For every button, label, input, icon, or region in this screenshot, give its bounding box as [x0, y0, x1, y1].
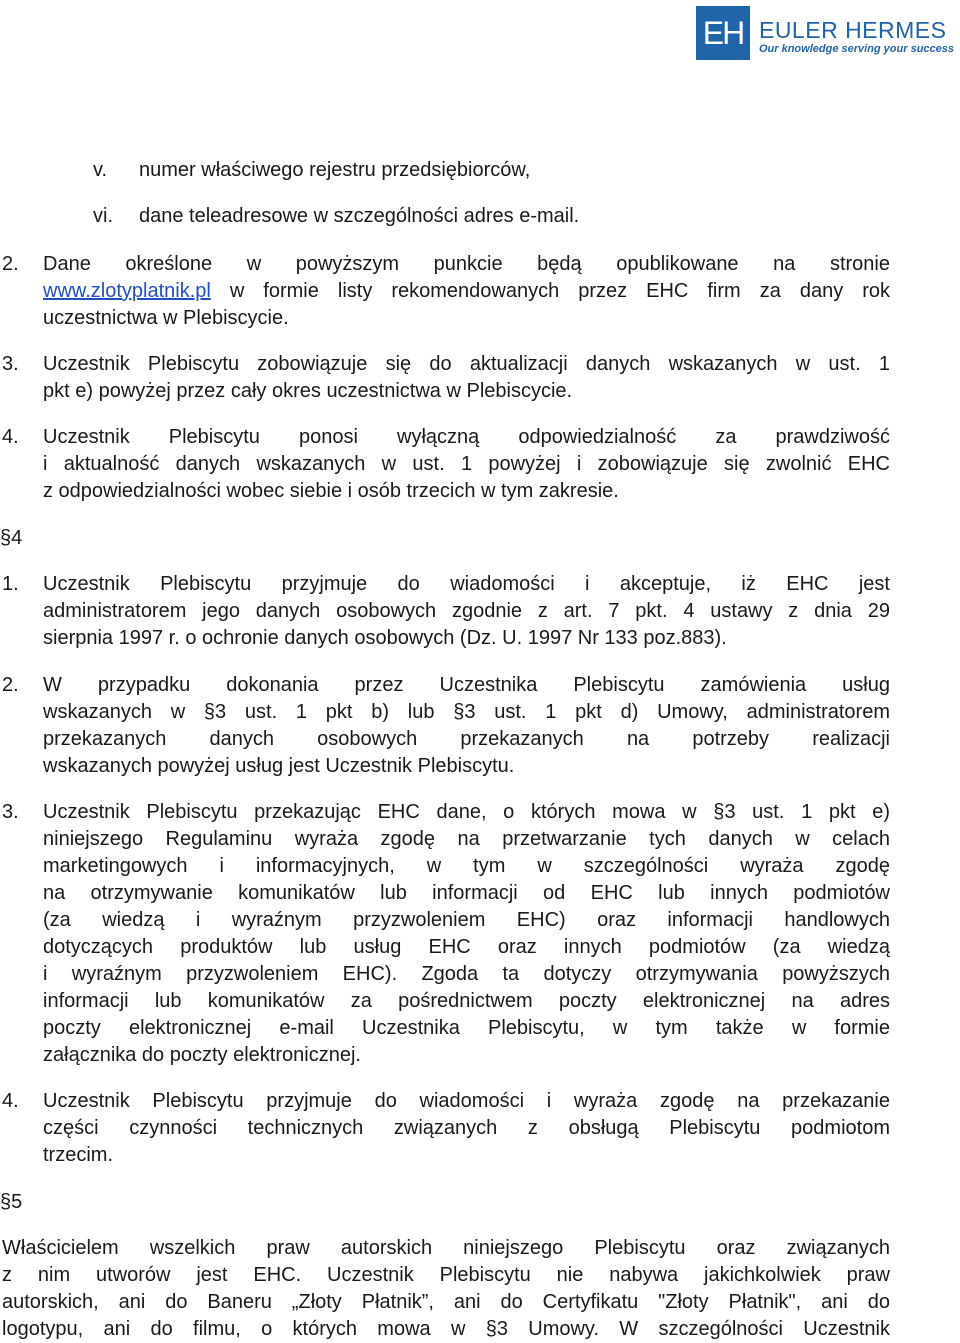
numbered-item: [0, 672, 890, 780]
numbered-item: [0, 351, 890, 405]
item-text: Uczestnik Plebiscytu zobowiązuje się do aktualizacji danych wskazanych w ust. 1 pkt e) powyżej przez cały okres uczestnictwa w Plebiscycie.: [43, 353, 890, 402]
list-text: dane teleadresowe w szczególności adres e-mail.: [139, 205, 580, 227]
logo-name: EULER HERMES: [758, 17, 947, 43]
item-number: 4.: [2, 1090, 19, 1112]
list-marker: v.: [93, 159, 108, 181]
list-marker: vi.: [93, 205, 113, 227]
item-number: 4.: [2, 426, 19, 448]
numbered-item: [0, 424, 890, 505]
item-text: Uczestnik Plebiscytu ponosi wyłączną odpowiedzialność za prawdziwość i aktualność danych wskazanych w ust. 1 powyżej i zobowiązuje się zwolnić EHC z odpowiedzialności wobec siebie i osób trzecich w tym zakresie.: [43, 426, 890, 502]
section-heading: §5: [0, 1191, 23, 1213]
numbered-item: [0, 799, 890, 1069]
logo-mark: EH: [696, 6, 750, 60]
numbered-item: [0, 251, 890, 332]
logo-tagline: Our knowledge serving your success: [758, 43, 954, 55]
item-text: Uczestnik Plebiscytu przyjmuje do wiadomości i akceptuje, iż EHC jest administratorem jego danych osobowych zgodnie z art. 7 pkt. 4 ustawy z dnia 29 sierpnia 1997 r. o ochronie danych osobowych (Dz. U. 1997 Nr 133 poz.883).: [43, 573, 890, 649]
item-text: Dane określone w powyższym punkcie będą opublikowane na stronie www.zlotyplatnik.pl w formie listy rekomendowanych przez EHC firm za dany rok uczestnictwa w Plebiscycie.: [43, 253, 890, 329]
item-number: 2.: [2, 674, 19, 696]
paragraph: Właścicielem wszelkich praw autorskich niniejszego Plebiscytu oraz związanych z nim utworów jest EHC. Uczestnik Plebiscytu nie nabywa jakichkolwiek praw autorskich, ani do Baneru „Złoty Płatnik”, ani do Certyfikatu "Złoty Płatnik", ani do logotypu, ani do filmu, o których mowa w §3 Umowy. W szczególności Uczestnik: [2, 1237, 890, 1340]
item-number: 3.: [2, 801, 19, 823]
item-number: 1.: [2, 573, 19, 595]
website-link[interactable]: www.zlotyplatnik.pl: [43, 280, 211, 302]
item-text: W przypadku dokonania przez Uczestnika Plebiscytu zamówienia usług wskazanych w §3 ust. 1 pkt b) lub §3 ust. 1 pkt d) Umowy, administratorem przekazanych danych osobowych przekazanych na potrzeby realizacji wskazanych powyżej usług jest Uczestnik Plebiscytu.: [43, 674, 890, 777]
section-heading: §4: [0, 527, 23, 549]
logo-wordmark: [759, 6, 954, 56]
numbered-item: [0, 1088, 890, 1169]
numbered-item: [0, 571, 890, 652]
item-text: Uczestnik Plebiscytu przekazując EHC dane, o których mowa w §3 ust. 1 pkt e) niniejszego Regulaminu wyraża zgodę na przetwarzanie tych danych w celach marketingowych i informacyjnych, w tym w szczególności wyraża zgodę na otrzymywanie komunikatów lub informacji od EHC lub innych podmiotów (za wiedzą i wyraźnym przyzwoleniem EHC) oraz informacji handlowych dotyczących produktów lub usług EHC oraz innych podmiotów (za wiedzą i wyraźnym przyzwoleniem EHC). Zgoda ta dotyczy otrzymywania powyższych informacji lub komunikatów za pośrednictwem poczty elektronicznej na adres poczty elektronicznej e-mail Uczestnika Plebiscytu, w tym także w formie załącznika do poczty elektronicznej.: [43, 801, 890, 1066]
list-text: numer właściwego rejestru przedsiębiorców,: [139, 159, 531, 181]
item-number: 3.: [2, 353, 19, 375]
company-logo: [696, 6, 954, 66]
item-text: Uczestnik Plebiscytu przyjmuje do wiadomości i wyraża zgodę na przekazanie części czynności technicznych związanych z obsługą Plebiscytu podmiotom trzecim.: [43, 1090, 890, 1166]
item-number: 2.: [2, 253, 19, 275]
